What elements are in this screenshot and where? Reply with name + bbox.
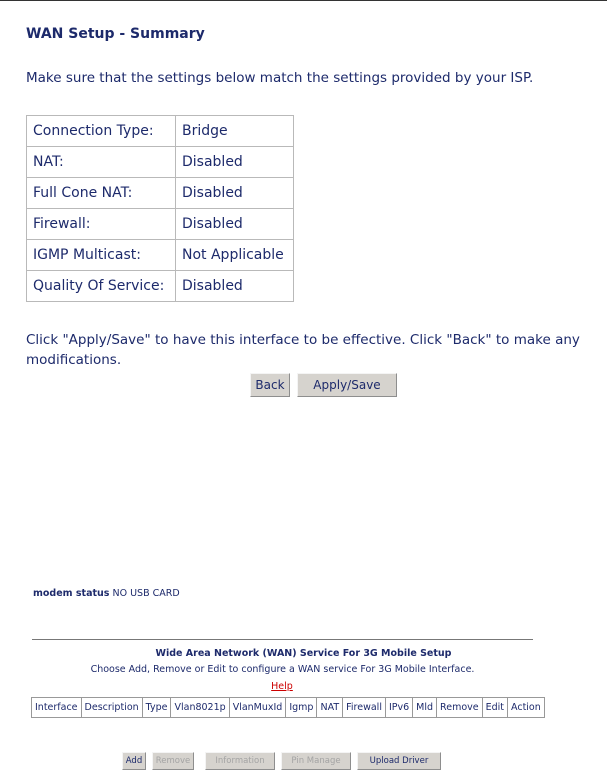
summary-label: IGMP Multicast: [27, 240, 176, 271]
column-header: Edit [482, 698, 507, 718]
summary-label: Full Cone NAT: [27, 178, 176, 209]
column-header: Vlan8021p [171, 698, 229, 718]
summary-value: Disabled [176, 178, 294, 209]
column-header: Remove [437, 698, 483, 718]
help-link[interactable]: Help [271, 681, 293, 692]
divider [32, 639, 533, 640]
modem-status-value: NO USB CARD [112, 588, 180, 599]
column-header: Description [81, 698, 142, 718]
summary-table [26, 115, 294, 302]
summary-label: Quality Of Service: [27, 271, 176, 302]
summary-value: Bridge [176, 116, 294, 147]
information-button[interactable]: Information [205, 752, 275, 770]
table-row [27, 178, 294, 209]
summary-label: Firewall: [27, 209, 176, 240]
modem-status [33, 588, 180, 599]
summary-label: NAT: [27, 147, 176, 178]
column-header: Action [508, 698, 545, 718]
pin-manage-button[interactable]: Pin Manage [281, 752, 351, 770]
summary-value: Disabled [176, 209, 294, 240]
column-header: VlanMuxId [229, 698, 286, 718]
back-button[interactable]: Back [250, 373, 290, 397]
apply-instructions: Click "Apply/Save" to have this interface to be effective. Click "Back" to make any modifications. [26, 332, 580, 368]
modem-status-label: modem status [33, 588, 110, 599]
summary-value: Disabled [176, 271, 294, 302]
column-header: NAT [317, 698, 343, 718]
apply-save-button[interactable]: Apply/Save [297, 373, 397, 397]
table-row [27, 209, 294, 240]
intro-text: Make sure that the settings below match the settings provided by your ISP. [26, 70, 534, 86]
wan-service-table [31, 697, 545, 718]
upload-driver-button[interactable]: Upload Driver [357, 752, 441, 770]
wan-service-title: Wide Area Network (WAN) Service For 3G Mobile Setup [155, 648, 452, 659]
summary-value: Disabled [176, 147, 294, 178]
column-header: Igmp [286, 698, 317, 718]
table-row [27, 147, 294, 178]
column-header: IPv6 [385, 698, 412, 718]
summary-value: Not Applicable [176, 240, 294, 271]
top-border [0, 0, 607, 1]
column-header: Interface [32, 698, 82, 718]
wan-service-subtitle: Choose Add, Remove or Edit to configure a WAN service For 3G Mobile Interface. [90, 664, 475, 675]
table-row [27, 116, 294, 147]
table-row [27, 240, 294, 271]
column-header: Mld [413, 698, 437, 718]
table-row [27, 271, 294, 302]
page-title: WAN Setup - Summary [26, 26, 205, 42]
table-header-row [32, 698, 545, 718]
column-header: Type [142, 698, 171, 718]
remove-button[interactable]: Remove [152, 752, 194, 770]
summary-label: Connection Type: [27, 116, 176, 147]
add-button[interactable]: Add [122, 752, 146, 770]
column-header: Firewall [343, 698, 386, 718]
